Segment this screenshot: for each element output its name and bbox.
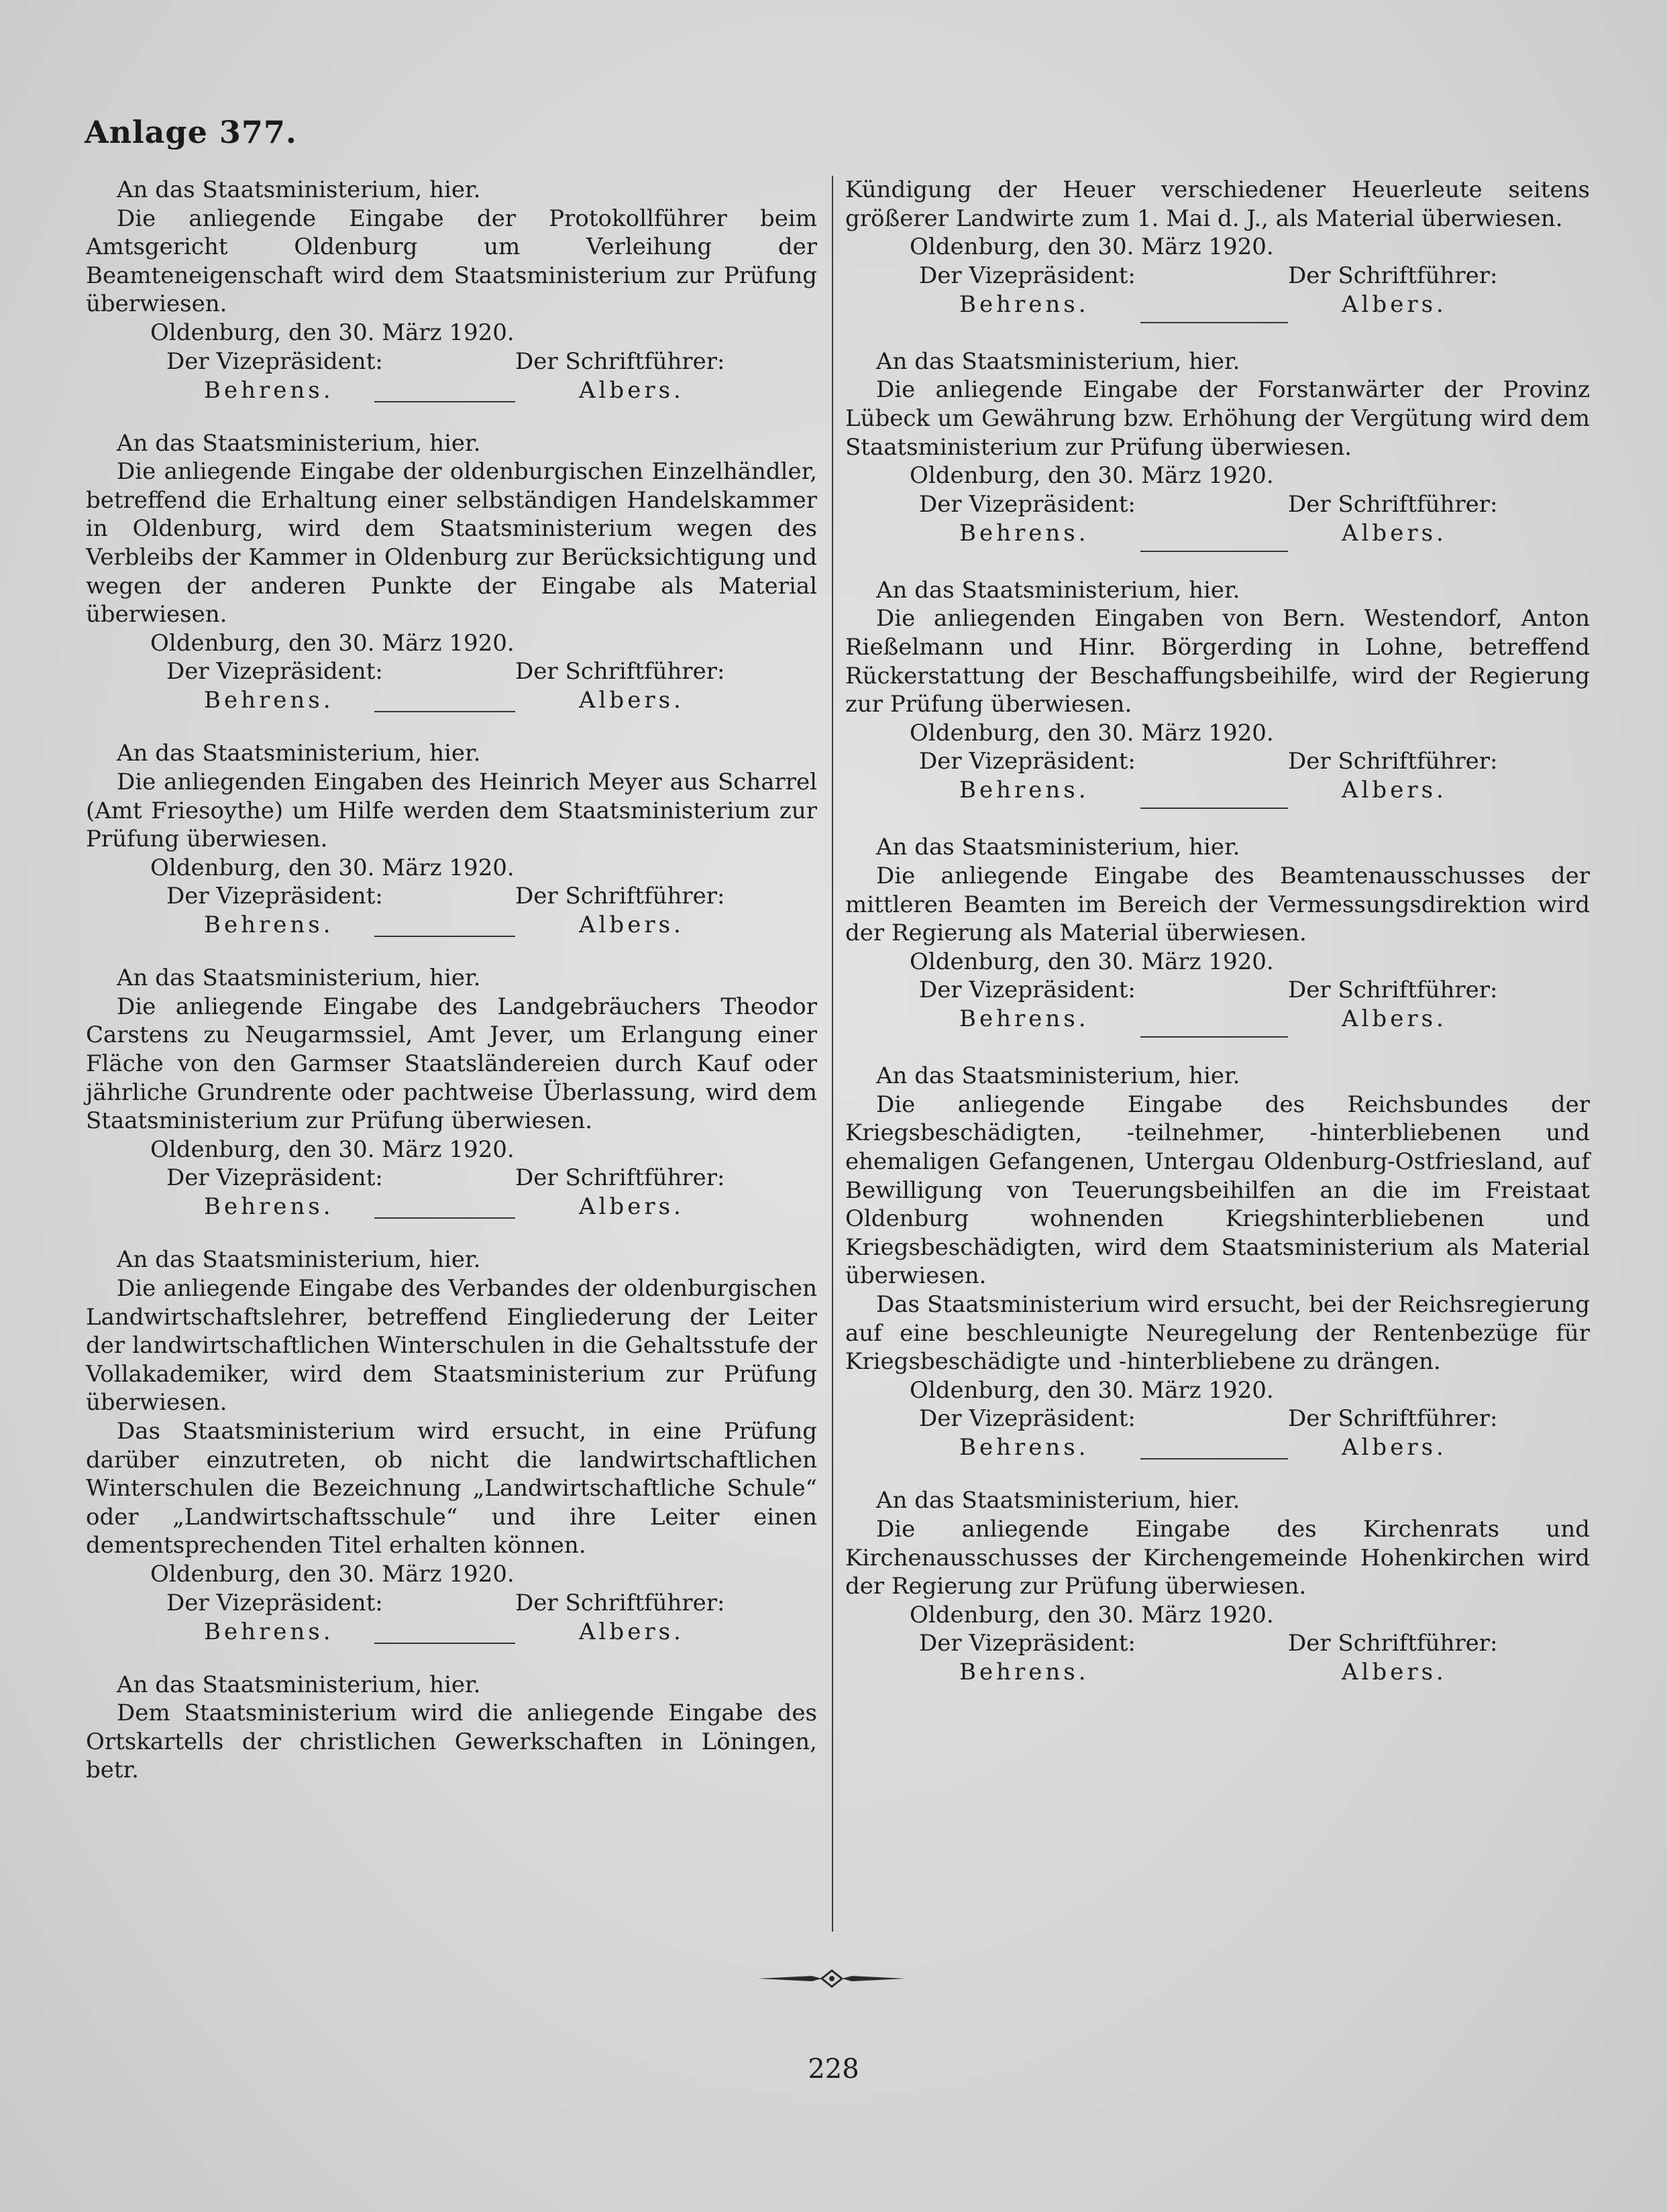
separator-rule [1140, 551, 1288, 552]
vizepraesident-name: Behrens. [959, 1434, 1089, 1461]
entry-block [845, 576, 1590, 810]
left-column [86, 176, 817, 1809]
entry-address: An das Staatsministerium, hier. [117, 740, 481, 767]
signature-block [86, 1589, 817, 1647]
signature-block [845, 1629, 1590, 1687]
entry-paragraph: Das Staatsministerium wird ersucht, in eine Prüfung darüber einzutreten, ob nicht die landwirtschaftlichen Winterschulen die Bezeichnung „Landwirtschaftliche Schule“ oder „Landwirtschaftsschule“ und ihre Leiter einen dementsprechenden Titel erhalten können. [86, 1418, 817, 1559]
entry-address: An das Staatsministerium, hier. [876, 576, 1240, 604]
schriftfuehrer-name: Albers. [579, 687, 684, 714]
vizepraesident-title: Der Vizepräsident: [166, 1164, 383, 1192]
signature-block [845, 747, 1590, 805]
entry-address: An das Staatsministerium, hier. [876, 1487, 1240, 1514]
signature-block [845, 976, 1590, 1034]
entry-address: An das Staatsministerium, hier. [117, 176, 481, 203]
separator-rule [1140, 1036, 1288, 1038]
entry-date: Oldenburg, den 30. März 1920. [150, 319, 515, 346]
vizepraesident-name: Behrens. [204, 1193, 334, 1221]
vizepraesident-name: Behrens. [204, 1618, 334, 1645]
entry-address: An das Staatsministerium, hier. [876, 1062, 1240, 1090]
vizepraesident-name: Behrens. [204, 911, 334, 939]
signature-block [845, 490, 1590, 548]
separator-rule [1140, 1458, 1288, 1459]
separator-rule [374, 711, 515, 712]
signature-block [845, 262, 1590, 319]
schriftfuehrer-title: Der Schriftführer: [1288, 1405, 1498, 1433]
entry-date: Oldenburg, den 30. März 1920. [910, 462, 1274, 490]
entry-block [86, 739, 817, 940]
vizepraesident-title: Der Vizepräsident: [919, 1405, 1136, 1433]
entry-block [86, 1671, 817, 1785]
schriftfuehrer-title: Der Schriftführer: [1288, 490, 1498, 518]
signature-block [86, 882, 817, 940]
entry-address: An das Staatsministerium, hier. [876, 834, 1240, 861]
separator-rule [374, 1217, 515, 1219]
entry-paragraph: Die anliegende Eingabe des Landgebräuchers Theodor Carstens zu Neugarmssiel, Amt Jever, um Erlangung einer Fläche von den Garmser Staatsländereien durch Kauf oder jährliche Grundrente oder pachtweise Überlassung, wird dem Staatsministerium zur Prüfung überwiesen. [86, 993, 817, 1135]
entry-block [845, 1062, 1590, 1462]
entry-paragraph: Die anliegende Eingabe des Kirchenrats und Kirchenausschusses der Kirchengemeinde Hohenkirchen wird der Regierung zur Prüfung überwiesen. [845, 1516, 1590, 1600]
entry-date: Oldenburg, den 30. März 1920. [910, 1376, 1274, 1404]
schriftfuehrer-name: Albers. [579, 1618, 684, 1645]
schriftfuehrer-name: Albers. [579, 1193, 684, 1221]
entry-date: Oldenburg, den 30. März 1920. [910, 948, 1274, 975]
schriftfuehrer-name: Albers. [1342, 1434, 1447, 1461]
entry-date: Oldenburg, den 30. März 1920. [150, 1560, 515, 1588]
entry-paragraph: Die anliegende Eingabe des Reichsbundes der Kriegsbeschädigten, -teilnehmer, -hinterbliebenen und ehemaligen Gefangenen, Untergau Oldenburg-Ostfriesland, auf Bewilligung von Teuerungsbeihilfen an die im Freistaat Oldenburg wohnenden Kriegshinterbliebenen und Kriegsbeschädigten, wird dem Staatsministerium als Material überwiesen. [845, 1091, 1590, 1290]
entry-block [845, 1486, 1590, 1687]
schriftfuehrer-name: Albers. [1342, 777, 1447, 804]
entry-continuation [845, 176, 1590, 323]
entry-paragraph: Die anliegende Eingabe der Forstanwärter der Provinz Lübeck um Gewährung bzw. Erhöhung der Vergütung wird dem Staatsministerium zur Prüfung überwiesen. [845, 376, 1590, 461]
schriftfuehrer-title: Der Schriftführer: [1288, 748, 1498, 775]
continued-paragraph: Kündigung der Heuer verschiedener Heuerleute seitens größerer Landwirte zum 1. Mai d. J., als Material überwiesen. [845, 176, 1590, 232]
entry-block [845, 347, 1590, 552]
vizepraesident-name: Behrens. [959, 290, 1089, 318]
separator-rule [374, 401, 515, 402]
entry-address: An das Staatsministerium, hier. [117, 1246, 481, 1274]
vizepraesident-title: Der Vizepräsident: [919, 490, 1136, 518]
entry-paragraph: Das Staatsministerium wird ersucht, bei der Reichsregierung auf eine beschleunigte Neuregelung der Rentenbezüge für Kriegsbeschädigte und -hinterbliebene zu drängen. [845, 1291, 1590, 1376]
vizepraesident-title: Der Vizepräsident: [919, 977, 1136, 1004]
column-divider [832, 176, 833, 1932]
entry-date: Oldenburg, den 30. März 1920. [150, 854, 515, 881]
vizepraesident-title: Der Vizepräsident: [166, 883, 383, 910]
entry-block [86, 429, 817, 716]
entry-date: Oldenburg, den 30. März 1920. [910, 233, 1274, 261]
schriftfuehrer-name: Albers. [1342, 519, 1447, 547]
schriftfuehrer-name: Albers. [1342, 1659, 1447, 1686]
schriftfuehrer-name: Albers. [579, 911, 684, 939]
vizepraesident-title: Der Vizepräsident: [166, 658, 383, 685]
signature-block [845, 1404, 1590, 1462]
entry-block [86, 1246, 817, 1646]
entry-paragraph: Die anliegende Eingabe des Beamtenausschusses der mittleren Beamten im Bereich der Vermessungsdirektion wird der Regierung als Material überwiesen. [845, 862, 1590, 947]
page-number: 228 [808, 2054, 859, 2085]
entry-date: Oldenburg, den 30. März 1920. [150, 1136, 515, 1163]
schriftfuehrer-title: Der Schriftführer: [1288, 1630, 1498, 1657]
schriftfuehrer-name: Albers. [1342, 1005, 1447, 1033]
entry-paragraph: Die anliegende Eingabe der oldenburgischen Einzelhändler, betreffend die Erhaltung einer selbständigen Handelskammer in Oldenburg, wird dem Staatsministerium wegen des Verbleibs der Kammer in Oldenburg zur Berücksichtigung und wegen der anderen Punkte der Eingabe als Material überwiesen. [86, 458, 817, 628]
signature-block [86, 347, 817, 405]
schriftfuehrer-name: Albers. [579, 376, 684, 404]
vizepraesident-name: Behrens. [959, 519, 1089, 547]
right-column [845, 176, 1590, 1711]
vizepraesident-name: Behrens. [959, 1005, 1089, 1033]
schriftfuehrer-title: Der Schriftführer: [1288, 977, 1498, 1004]
anlage-heading: Anlage 377. [85, 114, 297, 150]
entry-block [86, 964, 817, 1221]
signature-block [86, 1164, 817, 1221]
entry-date: Oldenburg, den 30. März 1920. [150, 629, 515, 657]
vizepraesident-title: Der Vizepräsident: [919, 748, 1136, 775]
schriftfuehrer-title: Der Schriftführer: [515, 658, 725, 685]
vizepraesident-title: Der Vizepräsident: [919, 1630, 1136, 1657]
entry-date: Oldenburg, den 30. März 1920. [910, 719, 1274, 746]
schriftfuehrer-title: Der Schriftführer: [515, 1164, 725, 1192]
entry-paragraph: Die anliegende Eingabe der Protokollführer beim Amtsgericht Oldenburg um Verleihung der Beamteneigenschaft wird dem Staatsministerium zur Prüfung überwiesen. [86, 205, 817, 318]
entry-block [845, 833, 1590, 1038]
schriftfuehrer-name: Albers. [1342, 290, 1447, 318]
vizepraesident-name: Behrens. [959, 1659, 1089, 1686]
schriftfuehrer-title: Der Schriftführer: [515, 883, 725, 910]
entry-paragraph: Die anliegende Eingabe des Verbandes der oldenburgischen Landwirtschaftslehrer, betreffend Eingliederung der Leiter der landwirtschaftlichen Winterschulen in die Gehaltsstufe der Vollakademiker, wird dem Staatsministerium zur Prüfung überwiesen. [86, 1275, 817, 1417]
vizepraesident-name: Behrens. [204, 687, 334, 714]
separator-rule [374, 936, 515, 937]
entry-paragraph: Die anliegenden Eingaben von Bern. Westendorf, Anton Rießelmann und Hinr. Börgerding in Lohne, betreffend Rückerstattung der Beschaffungsbeihilfe, wird der Regierung zur Prüfung überwiesen. [845, 605, 1590, 718]
entry-address: An das Staatsministerium, hier. [117, 1671, 481, 1698]
entry-date: Oldenburg, den 30. März 1920. [910, 1601, 1274, 1628]
vizepraesident-name: Behrens. [959, 777, 1089, 804]
separator-rule [1140, 322, 1288, 323]
separator-rule [374, 1643, 515, 1644]
entry-paragraph: Dem Staatsministerium wird die anliegende Eingabe des Ortskartells der christlichen Gewerkschaften in Löningen, betr. [86, 1700, 817, 1784]
vizepraesident-title: Der Vizepräsident: [166, 1589, 383, 1616]
entry-block [86, 176, 817, 405]
entry-paragraph: Die anliegenden Eingaben des Heinrich Meyer aus Scharrel (Amt Friesoythe) um Hilfe werden dem Staatsministerium zur Prüfung überwiesen. [86, 768, 817, 853]
vizepraesident-title: Der Vizepräsident: [919, 262, 1136, 289]
ornament-divider-icon [758, 1965, 906, 1992]
entry-address: An das Staatsministerium, hier. [117, 964, 481, 992]
entry-address: An das Staatsministerium, hier. [876, 347, 1240, 375]
signature-block [86, 657, 817, 715]
schriftfuehrer-title: Der Schriftführer: [515, 347, 725, 375]
separator-rule [1140, 808, 1288, 809]
vizepraesident-title: Der Vizepräsident: [166, 347, 383, 375]
vizepraesident-name: Behrens. [204, 376, 334, 404]
schriftfuehrer-title: Der Schriftführer: [515, 1589, 725, 1616]
schriftfuehrer-title: Der Schriftführer: [1288, 262, 1498, 289]
entry-address: An das Staatsministerium, hier. [117, 429, 481, 457]
